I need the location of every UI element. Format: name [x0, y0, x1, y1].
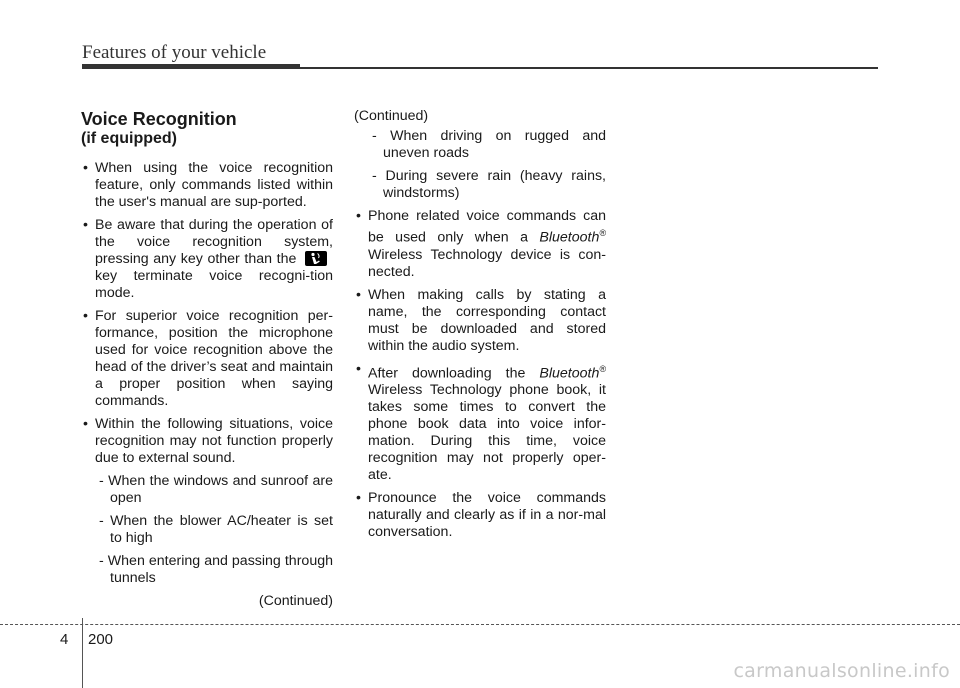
registered-mark: ® — [599, 363, 606, 374]
continued-label: (Continued) — [354, 108, 429, 124]
bluetooth-brand: Bluetooth — [539, 229, 600, 246]
sub-item: - When entering and passing through tunnels — [99, 553, 333, 586]
footer-dashed-rule — [0, 624, 960, 625]
bullet-item: • For superior voice recognition per-formance, position the microphone used for voice recognition above the head of the driver’s seat and maintain a proper position when saying commands. — [81, 308, 333, 410]
sub-item: - When the blower AC/heater is set to high — [99, 513, 333, 546]
watermark-link[interactable]: carmanualsonline.info — [733, 660, 950, 682]
section-subheading: (if equipped) — [81, 130, 177, 147]
bullet-text: Be aware that during the operation of the voice recognition system, pressing any key other than the — [95, 217, 333, 267]
voice-recognition-key-icon — [305, 251, 327, 266]
registered-mark: ® — [599, 228, 606, 238]
bullet-item: • When using the voice recognition feature, only commands listed within the user's manual are sup-ported. — [81, 160, 333, 211]
chapter-number: 4 — [60, 631, 69, 648]
bullet-item — [354, 361, 606, 485]
footer-vertical-rule — [82, 618, 83, 688]
continued-label: (Continued) — [258, 593, 333, 609]
section-heading: Voice Recognition — [81, 109, 237, 129]
bluetooth-brand: Bluetooth — [539, 365, 600, 382]
page-number: 200 — [88, 631, 114, 648]
bullet-text: Wireless Technology device is con-nected. — [368, 246, 606, 280]
sub-item: - When the windows and sunroof are open — [99, 473, 333, 506]
header-rule-thin — [300, 67, 878, 69]
bullet-text: After downloading the — [368, 365, 526, 382]
sub-item: - During severe rain (heavy rains, windstorms) — [372, 168, 606, 201]
bullet-item: • Pronounce the voice commands naturally and clearly as if in a nor-mal conversation. — [354, 490, 606, 541]
bullet-text: Wireless Technology phone book, it takes some times to convert the phone book data into voice infor-mation. During this time, voice recognition may not properly oper-ate. — [368, 382, 606, 484]
section-header: Features of your vehicle — [82, 42, 267, 63]
bullet-item: • When making calls by stating a name, the corresponding contact must be downloaded and stored within the audio system. — [354, 287, 606, 355]
header-rule-thick — [82, 64, 300, 69]
bullet-item — [354, 208, 606, 281]
sub-item: - When driving on rugged and uneven roads — [372, 128, 606, 161]
left-column — [81, 108, 333, 624]
bullet-text: Phone related voice commands can be used only when a — [368, 208, 606, 246]
bullet-text: key terminate voice recogni-tion mode. — [95, 268, 333, 301]
right-column — [354, 108, 606, 547]
bullet-item — [81, 217, 333, 302]
bullet-item: • Within the following situations, voice recognition may not function properly due to external sound. — [81, 416, 333, 467]
